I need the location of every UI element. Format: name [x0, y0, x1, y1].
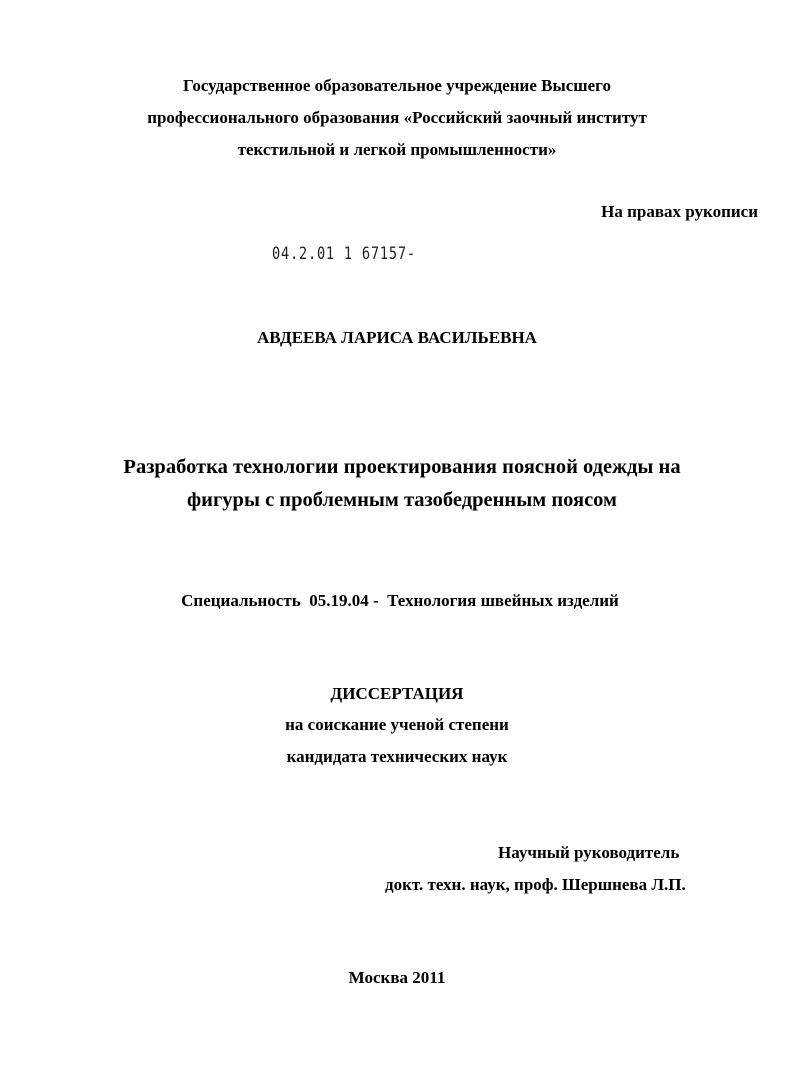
manuscript-note: На правах рукописи — [601, 202, 758, 221]
work-type-line-2: кандидата технических наук — [286, 747, 508, 766]
place-year: Москва 2011 — [348, 968, 446, 987]
author-name: АВДЕЕВА ЛАРИСА ВАСИЛЬЕВНА — [257, 328, 537, 347]
institution-line-2: профессионального образования «Российский заочный институт — [147, 108, 647, 127]
speciality: Специальность 05.19.04 - Технология швейных изделий — [181, 591, 619, 610]
institution-line-1: Государственное образовательное учреждение Высшего — [183, 76, 611, 95]
archive-stamp-number: 04.2.01 1 67157- — [272, 244, 416, 264]
supervisor-label: Научный руководитель — [498, 843, 680, 862]
supervisor-name: докт. техн. наук, проф. Шершнева Л.П. — [385, 875, 686, 894]
institution-line-3: текстильной и легкой промышленности» — [237, 140, 557, 159]
work-type-line-1: на соискание ученой степени — [285, 715, 509, 734]
title-line-2: фигуры с проблемным тазобедренным поясом — [187, 489, 617, 511]
title-line-1: Разработка технологии проектирования поясной одежды на — [123, 456, 681, 478]
work-type-heading: ДИССЕРТАЦИЯ — [330, 684, 464, 703]
